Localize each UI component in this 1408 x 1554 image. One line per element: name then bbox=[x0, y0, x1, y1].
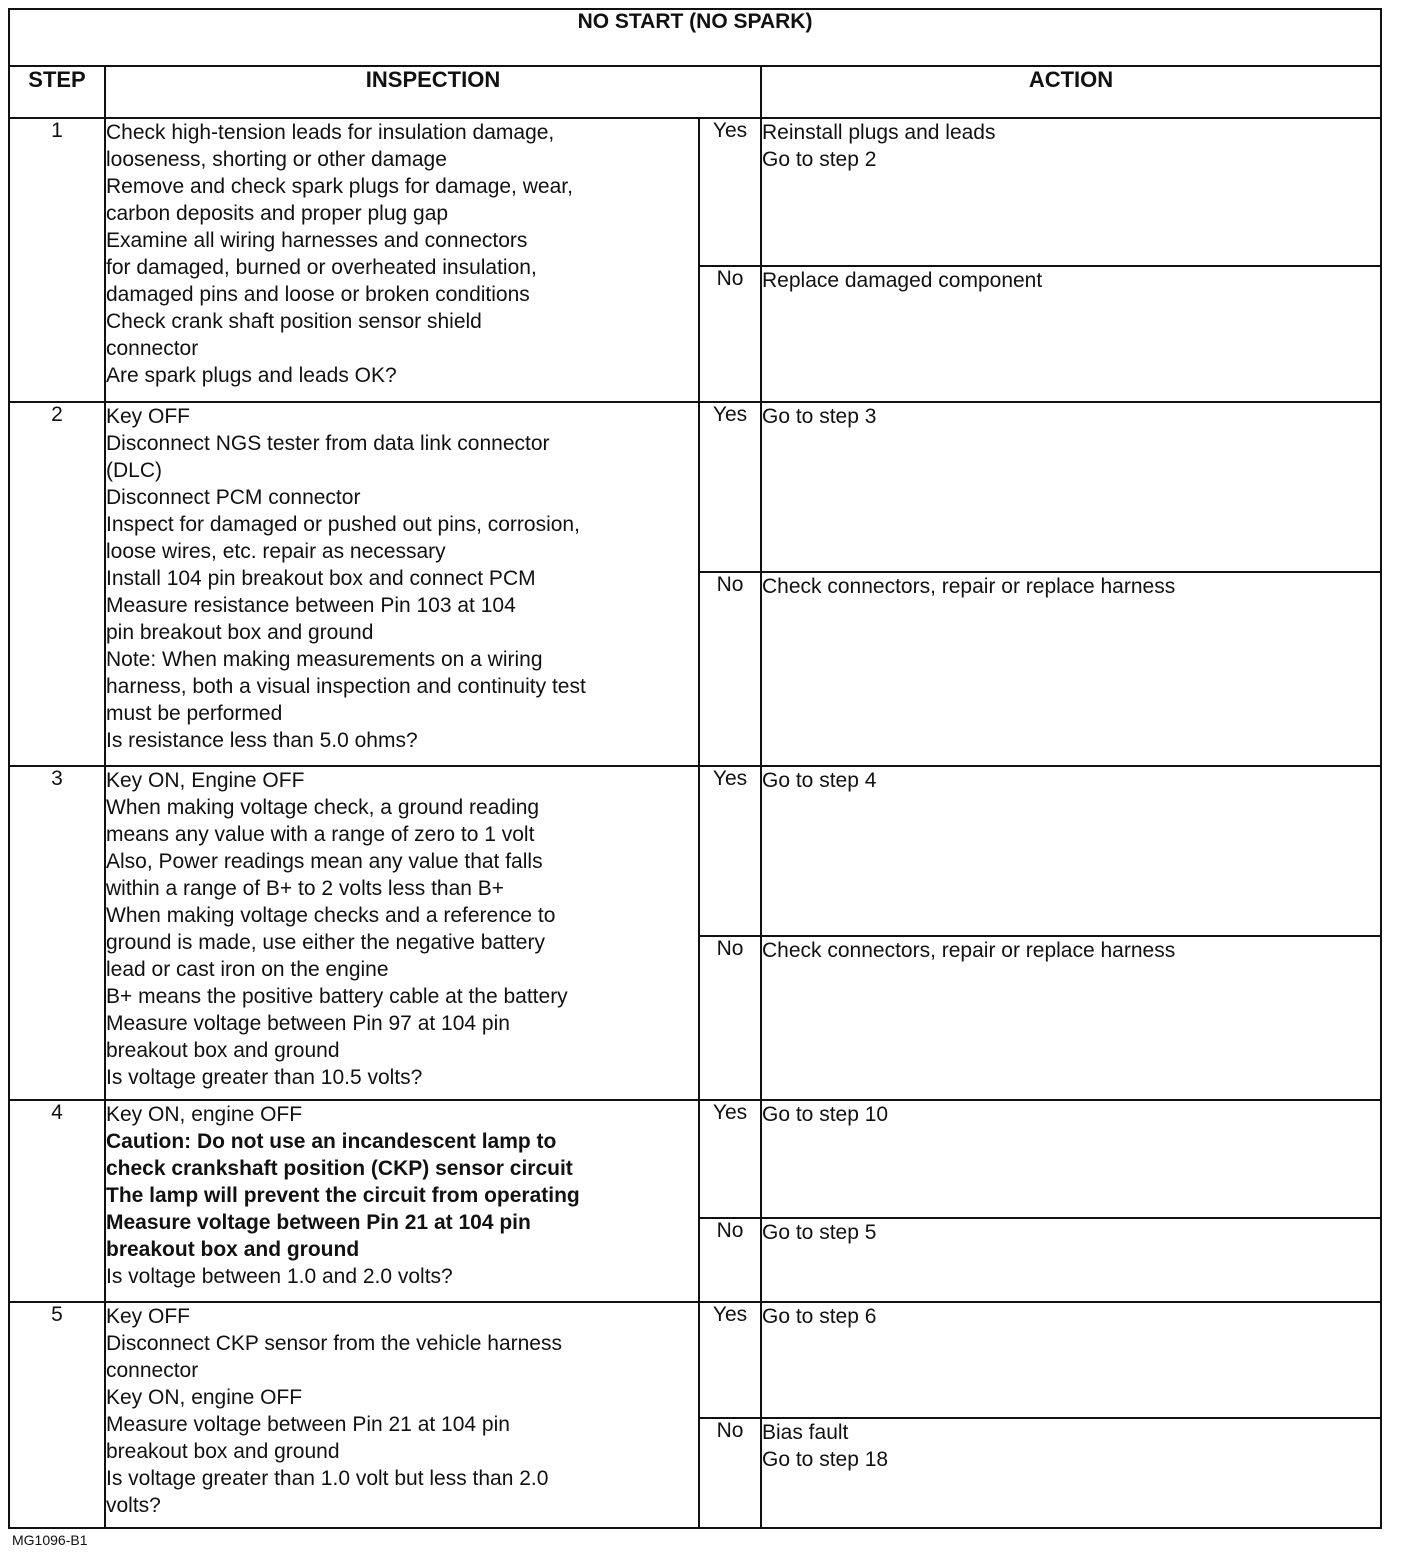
action-line: Check connectors, repair or replace harness bbox=[762, 575, 1176, 598]
inspection-line: lead or cast iron on the engine bbox=[106, 958, 389, 981]
inspection-cell bbox=[105, 766, 699, 1100]
caution-line: Measure voltage between Pin 21 at 104 pin bbox=[106, 1211, 531, 1234]
inspection-line: carbon deposits and proper plug gap bbox=[106, 202, 449, 225]
yes-label: Yes bbox=[699, 118, 761, 266]
inspection-line: Measure resistance between Pin 103 at 104 bbox=[106, 594, 516, 617]
inspection-line: looseness, shorting or other damage bbox=[106, 148, 447, 171]
inspection-line: Is voltage greater than 10.5 volts? bbox=[106, 1066, 423, 1089]
inspection-line: must be performed bbox=[106, 702, 283, 725]
action-line: Replace damaged component bbox=[762, 269, 1043, 292]
inspection-line: Measure voltage between Pin 97 at 104 pin bbox=[106, 1012, 510, 1035]
yes-label: Yes bbox=[699, 766, 761, 936]
no-action bbox=[761, 572, 1381, 766]
action-line: Go to step 2 bbox=[762, 148, 877, 171]
inspection-line: Note: When making measurements on a wiring bbox=[106, 648, 543, 671]
inspection-line: Disconnect PCM connector bbox=[106, 486, 361, 509]
action-line: Go to step 10 bbox=[762, 1103, 889, 1126]
inspection-cell bbox=[105, 402, 699, 766]
no-label: No bbox=[699, 572, 761, 766]
action-line: Go to step 5 bbox=[762, 1221, 877, 1244]
step-row-1 bbox=[9, 118, 1381, 266]
inspection-line: Examine all wiring harnesses and connectors bbox=[106, 229, 528, 252]
step-number: 5 bbox=[9, 1302, 105, 1528]
step-column-header: STEP bbox=[9, 66, 105, 118]
yes-action bbox=[761, 402, 1381, 572]
inspection-line: pin breakout box and ground bbox=[106, 621, 374, 644]
inspection-cell bbox=[105, 1302, 699, 1528]
caution-line: Caution: Do not use an incandescent lamp to bbox=[106, 1130, 557, 1153]
action-line: Go to step 3 bbox=[762, 405, 877, 428]
inspection-line: Is voltage greater than 1.0 volt but less than 2.0 bbox=[106, 1467, 549, 1490]
yes-action bbox=[761, 766, 1381, 936]
step-row-5 bbox=[9, 1302, 1381, 1418]
inspection-line: volts? bbox=[106, 1494, 161, 1517]
inspection-line: breakout box and ground bbox=[106, 1039, 340, 1062]
inspection-line: Are spark plugs and leads OK? bbox=[106, 364, 397, 387]
inspection-line: Is voltage between 1.0 and 2.0 volts? bbox=[106, 1265, 453, 1288]
yes-action bbox=[761, 1302, 1381, 1418]
diagnostic-table bbox=[8, 8, 1382, 1529]
step-row-4 bbox=[9, 1100, 1381, 1218]
action-line: Bias fault bbox=[762, 1421, 849, 1444]
inspection-column-header: INSPECTION bbox=[105, 66, 761, 118]
table-title: NO START (NO SPARK) bbox=[9, 9, 1381, 66]
no-label: No bbox=[699, 936, 761, 1100]
step-number: 2 bbox=[9, 402, 105, 766]
action-line: Go to step 18 bbox=[762, 1448, 889, 1471]
caution-line: check crankshaft position (CKP) sensor circuit bbox=[106, 1157, 573, 1180]
no-action bbox=[761, 1418, 1381, 1528]
inspection-line: within a range of B+ to 2 volts less than B+ bbox=[106, 877, 505, 900]
inspection-line: Check high-tension leads for insulation damage, bbox=[106, 121, 555, 144]
action-line: Go to step 6 bbox=[762, 1305, 877, 1328]
inspection-line: Key ON, engine OFF bbox=[106, 1386, 303, 1409]
inspection-line: B+ means the positive battery cable at the battery bbox=[106, 985, 568, 1008]
inspection-line: ground is made, use either the negative battery bbox=[106, 931, 545, 954]
step-row-2 bbox=[9, 402, 1381, 572]
caution-line: The lamp will prevent the circuit from operating bbox=[106, 1184, 580, 1207]
caution-line: breakout box and ground bbox=[106, 1238, 360, 1261]
no-action bbox=[761, 266, 1381, 402]
step-row-3 bbox=[9, 766, 1381, 936]
action-column-header: ACTION bbox=[761, 66, 1381, 118]
inspection-line: Check crank shaft position sensor shield bbox=[106, 310, 482, 333]
yes-label: Yes bbox=[699, 1100, 761, 1218]
no-action bbox=[761, 936, 1381, 1100]
action-line: Go to step 4 bbox=[762, 769, 877, 792]
no-label: No bbox=[699, 1418, 761, 1528]
inspection-line: breakout box and ground bbox=[106, 1440, 340, 1463]
no-action bbox=[761, 1218, 1381, 1302]
inspection-line: Measure voltage between Pin 21 at 104 pin bbox=[106, 1413, 510, 1436]
yes-action bbox=[761, 118, 1381, 266]
inspection-line: connector bbox=[106, 337, 199, 360]
no-label: No bbox=[699, 1218, 761, 1302]
inspection-line: Is resistance less than 5.0 ohms? bbox=[106, 729, 418, 752]
inspection-line: Disconnect NGS tester from data link connector bbox=[106, 432, 550, 455]
inspection-line: connector bbox=[106, 1359, 199, 1382]
no-label: No bbox=[699, 266, 761, 402]
inspection-line: Also, Power readings mean any value that falls bbox=[106, 850, 543, 873]
inspection-line: loose wires, etc. repair as necessary bbox=[106, 540, 446, 563]
inspection-line: harness, both a visual inspection and continuity test bbox=[106, 675, 586, 698]
inspection-cell bbox=[105, 118, 699, 402]
yes-label: Yes bbox=[699, 402, 761, 572]
step-number: 1 bbox=[9, 118, 105, 402]
step-number: 3 bbox=[9, 766, 105, 1100]
inspection-line: Key OFF bbox=[106, 405, 191, 428]
inspection-line: Key ON, Engine OFF bbox=[106, 769, 305, 792]
inspection-line: Remove and check spark plugs for damage, wear, bbox=[106, 175, 573, 198]
yes-action bbox=[761, 1100, 1381, 1218]
action-line: Reinstall plugs and leads bbox=[762, 121, 996, 144]
inspection-line: Disconnect CKP sensor from the vehicle harness bbox=[106, 1332, 562, 1355]
yes-label: Yes bbox=[699, 1302, 761, 1418]
inspection-line: Inspect for damaged or pushed out pins, corrosion, bbox=[106, 513, 580, 536]
action-line: Check connectors, repair or replace harness bbox=[762, 939, 1176, 962]
inspection-line: for damaged, burned or overheated insulation, bbox=[106, 256, 537, 279]
step-number: 4 bbox=[9, 1100, 105, 1302]
inspection-cell bbox=[105, 1100, 699, 1302]
inspection-line: Install 104 pin breakout box and connect PCM bbox=[106, 567, 536, 590]
inspection-line: (DLC) bbox=[106, 459, 162, 482]
inspection-line: damaged pins and loose or broken conditions bbox=[106, 283, 530, 306]
inspection-line: When making voltage check, a ground reading bbox=[106, 796, 540, 819]
inspection-line: When making voltage checks and a reference to bbox=[106, 904, 556, 927]
figure-code: MG1096-B1 bbox=[12, 1532, 88, 1548]
inspection-line: means any value with a range of zero to 1 volt bbox=[106, 823, 535, 846]
inspection-line: Key OFF bbox=[106, 1305, 191, 1328]
inspection-line: Key ON, engine OFF bbox=[106, 1103, 303, 1126]
